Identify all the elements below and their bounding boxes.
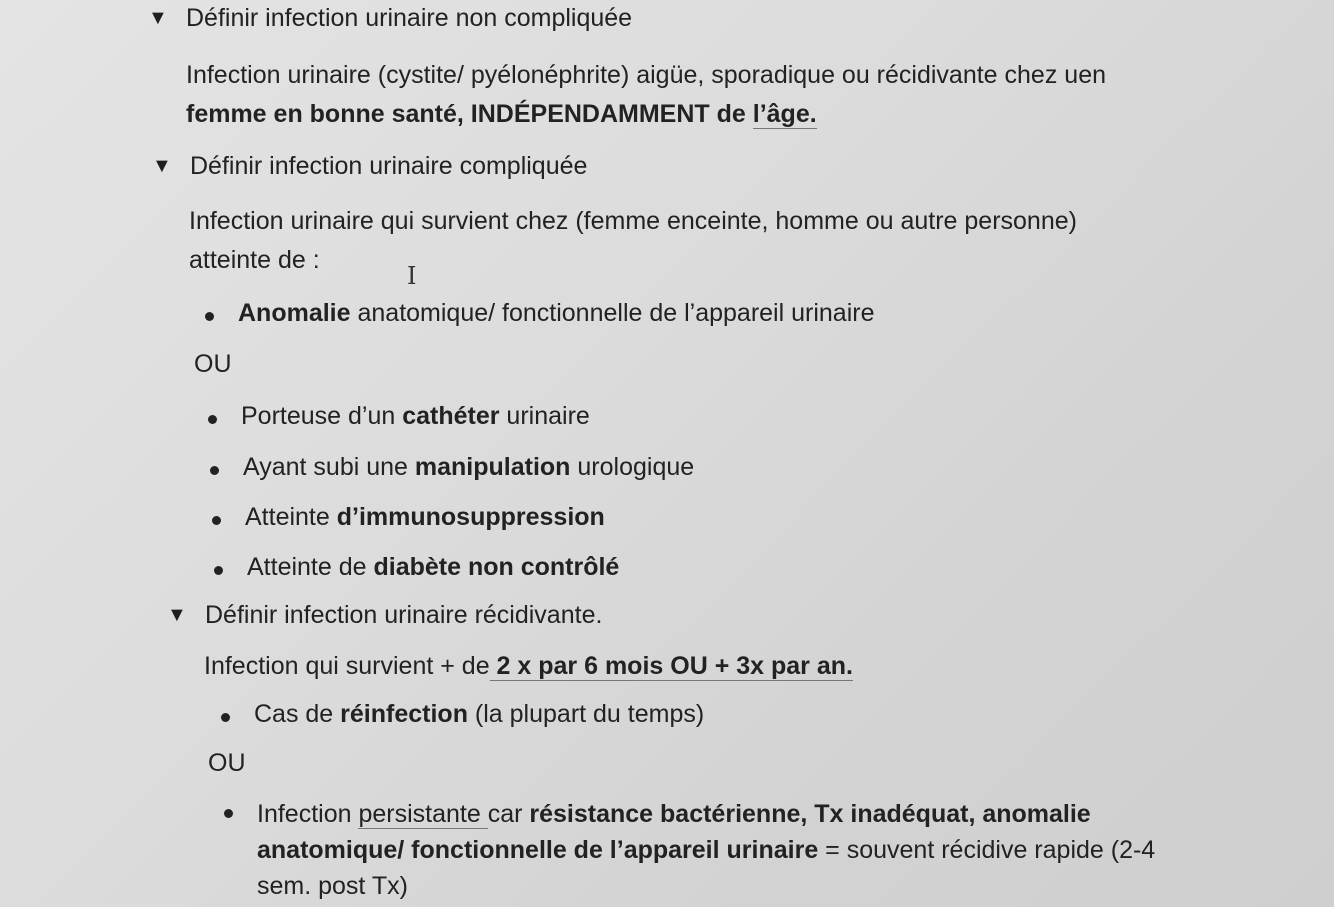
bullet-icon <box>214 566 223 575</box>
separator-ou: OU <box>194 350 232 378</box>
bold-text: résistance bactérienne, Tx inadéquat, anomalie <box>529 800 1091 828</box>
bold-text: manipulation <box>414 453 571 481</box>
bold-text: cathéter <box>402 402 500 430</box>
list-item-text <box>247 553 619 582</box>
triangle-down-icon[interactable]: ▼ <box>167 604 187 626</box>
text: (la plupart du temps) <box>467 700 705 728</box>
triangle-down-icon[interactable]: ▼ <box>152 155 172 177</box>
list-item-text <box>257 796 1155 904</box>
text: Porteuse d’un <box>241 402 403 430</box>
list-item <box>210 453 694 482</box>
list-item <box>221 700 704 729</box>
text: Ayant subi une <box>243 453 415 481</box>
list-line: sem. post Tx) <box>257 872 408 900</box>
list-item-text <box>254 700 704 729</box>
bold-text: diabète non contrôlé <box>373 553 620 581</box>
text-cursor-icon: I <box>407 262 417 290</box>
list-item-text <box>238 299 874 328</box>
list-item <box>224 796 1155 904</box>
paragraph-line: Infection urinaire qui survient chez (femme enceinte, homme ou autre personne) <box>189 207 1077 235</box>
list-item-text <box>241 402 590 431</box>
text: Infection <box>257 800 359 828</box>
bullet-icon <box>221 713 230 722</box>
list-item-text <box>243 453 694 482</box>
text: Cas de <box>254 700 341 728</box>
underlined-text: 2 x par 6 mois OU + 3x par an. <box>489 652 853 680</box>
list-item-text <box>245 503 605 532</box>
list-item <box>205 299 874 328</box>
bold-text: réinfection <box>340 700 468 728</box>
paragraph-line: Infection urinaire (cystite/ pyélonéphrite) aigüe, sporadique ou récidivante chez uen <box>186 61 1106 89</box>
toggle-title: Définir infection urinaire compliquée <box>190 152 588 180</box>
triangle-down-icon[interactable]: ▼ <box>148 7 168 29</box>
separator-ou: OU <box>208 749 246 777</box>
paragraph-line: atteinte de : <box>189 246 320 274</box>
toggle-compliquee[interactable] <box>152 152 587 181</box>
paragraph-line <box>204 652 853 681</box>
list-item <box>212 503 605 532</box>
underlined-text: l’âge. <box>752 100 817 128</box>
text: = souvent récidive rapide (2-4 <box>818 836 1156 864</box>
text: anatomique/ fonctionnelle de l’appareil urinaire <box>350 299 875 327</box>
toggle-content <box>189 202 1077 280</box>
toggle-title: Définir infection urinaire non compliquée <box>186 4 633 32</box>
bullet-icon <box>212 516 221 525</box>
list-line <box>257 832 1155 868</box>
bold-text: femme en bonne santé, INDÉPENDAMMENT de <box>186 100 753 128</box>
list-line <box>257 796 1155 832</box>
text: urinaire <box>499 402 590 430</box>
list-item <box>208 402 590 431</box>
bullet-icon <box>224 809 233 818</box>
bullet-icon <box>205 312 214 321</box>
bold-text: anatomique/ fonctionnelle de l’appareil urinaire <box>257 836 819 864</box>
text: car <box>487 800 530 828</box>
text: Atteinte <box>245 503 337 531</box>
text: Atteinte de <box>247 553 374 581</box>
bold-text: Anomalie <box>238 299 351 327</box>
toggle-recidivante[interactable] <box>167 601 602 630</box>
paragraph-line <box>186 95 1106 134</box>
toggle-non-compliquee[interactable] <box>148 4 632 33</box>
bullet-icon <box>210 466 219 475</box>
list-item <box>214 553 619 582</box>
toggle-content <box>186 56 1106 134</box>
bold-text: d’immunosuppression <box>336 503 605 531</box>
text: urologique <box>570 453 695 481</box>
toggle-title: Définir infection urinaire récidivante. <box>205 601 603 629</box>
text: Infection qui survient + de <box>204 652 490 680</box>
underlined-text: persistante <box>358 800 488 828</box>
bullet-icon <box>208 415 217 424</box>
